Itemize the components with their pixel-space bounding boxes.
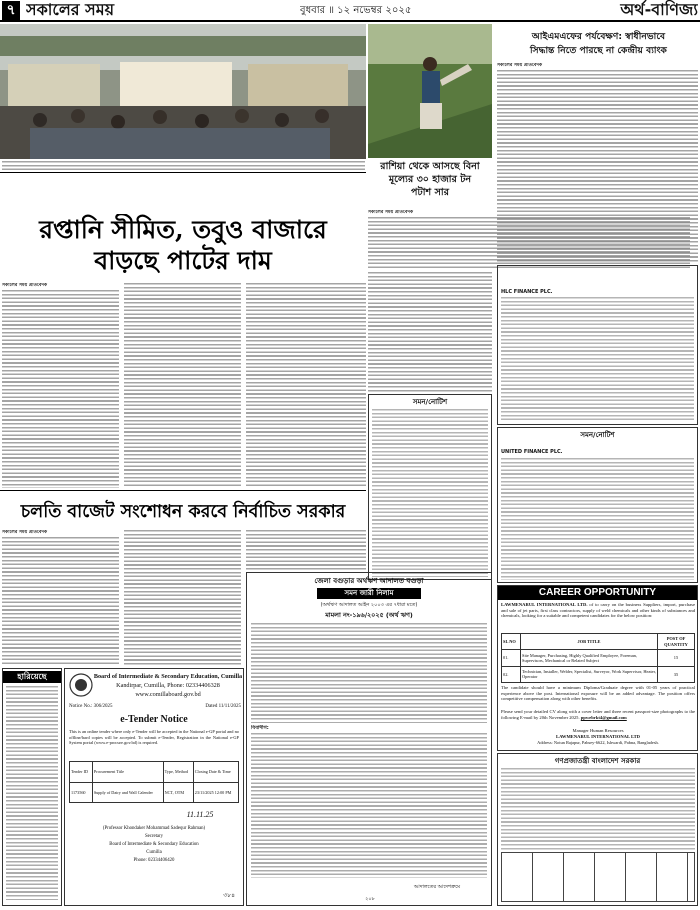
tender-website: www.comillaboard.gov.bd [135,691,201,698]
career-row2-sl: 02. [502,666,521,682]
page-number: ৭ [2,1,20,20]
court-signature: আদালতের আদেশক্রমে [413,884,461,890]
tender-cell-title: Supply of Dairy and Wall Calender [92,782,163,803]
rally-photo-caption [2,161,365,170]
tender-title: e-Tender Notice [120,714,188,725]
tender-body: This is an online tender where only e-Tender will be accepted in the National e-GP portal and no offline/hard copies will be accepted. To submit e-Tender, Registration in the National e-GP System portal (www.e-procure.gov.bd) is required. [69,729,239,746]
budget-body-col1 [2,537,119,665]
court-code: ২০৮ [365,896,375,902]
right-headline-line2: সিদ্ধান্ত নিতে পারছে না কেন্দ্রীয় ব্যাংক [530,45,667,56]
tender-header-closing: Closing Date & Time [193,762,238,783]
notice-ad-3 [497,427,698,583]
career-row2-qty: 35 [658,666,695,682]
govt-notice-body [501,768,695,850]
notice-ad-1 [368,394,492,580]
career-apply-text: Please send your detailed CV along with a cover letter and three recent passport-size photographs to the following E-mail by 20th November 2025. [501,709,695,720]
jute-body-col3 [246,283,366,488]
potash-headline-line1: রাশিয়া থেকে আসছে বিনা [380,161,480,172]
govt-notice-table [501,852,695,902]
notice-1-body [372,409,488,577]
budget-body-col3 [246,530,366,570]
potash-body-cont [368,272,492,392]
career-company: LAWMENARUL INTERNATIONAL LTD. [501,602,588,607]
tender-notice [64,668,244,906]
budget-byline: সকালের সময় প্রতিবেদক [2,530,48,535]
career-email[interactable]: ppwebrkt4@gmail.com [580,714,627,720]
header-rule [0,20,700,22]
budget-top-rule [0,490,366,491]
header-bar [0,0,700,22]
section-title: অর্থ-বাণিজ্য [620,0,698,19]
paper-name: সকালের সময় [26,0,115,19]
career-header-job: JOB TITLE [521,634,658,650]
career-intro-text: of to carry on the business Suppliers, import, purchase and sale of jet parts, first class contractors, supply of weld chemicals and other kinds of substances and chemicals, looking for a suitable and competent candidates for the below position: [501,602,695,619]
career-row1-job: Site Manager, Purchasing, Highly Qualified Employee, Foreman, Supervisors, Mechanical or Related Subject [521,650,658,666]
career-header-qty: POST OF QUANTITY [658,634,695,650]
jute-body-col2 [124,283,241,488]
notice-2-body [501,297,694,422]
tender-signatory-office: Board of Intermediate & Secondary Education [109,842,199,847]
jute-headline-line1: রপ্তানি সীমিত, তবুও বাজারে [39,215,327,244]
court-defendants-label: বিবাদীগ: [251,725,269,731]
potash-byline: সকালের সময় প্রতিবেদক [368,210,414,215]
court-notice-body-2 [251,733,487,878]
notice-3-body [501,458,694,580]
jute-top-rule [0,172,366,173]
career-signoff-company: LAWMENARUL INTERNATIONAL LTD [556,734,640,739]
career-table [501,633,695,683]
budget-body-col2 [124,530,241,665]
rally-photo [0,24,366,159]
career-apply [501,709,695,727]
lost-notice-title: হারিয়েছে [3,671,61,683]
career-header-sl: SL NO [502,634,521,650]
career-row1-sl: 01. [502,650,521,666]
notice-3-title: সমন/নোটিশ [580,431,615,439]
jute-headline-line2: বাড়ছে পাটের দাম [94,246,272,275]
court-notice-subtitle: (অর্থঋণ আদালত আইন ২০০৩ এর ৭ধারা মতে) [320,602,418,608]
budget-headline: চলতি বাজেট সংশোধন করবে নির্বাচিত সরকার [20,502,346,522]
header-date: বুধবার ॥ ১২ নভেম্বর ২০২৫ [300,5,412,16]
company-2-name: UNITED FINANCE PLC. [501,449,563,455]
court-case-number: মামলা নং-১৯৬/২০২৫ (অর্থ ঋণ) [325,611,413,619]
govt-notice [497,753,698,906]
jute-byline: সকালের সময় প্রতিবেদক [2,283,48,288]
career-intro [501,602,695,632]
court-notice [246,572,492,906]
potash-headline [366,160,494,208]
tender-signatory-phone: Phone: 02334406420 [133,858,175,863]
potash-headline-line2: মূল্যের ৩০ হাজার টন [388,174,472,185]
potash-headline-line3: পটাশ সার [411,187,449,198]
jute-headline [0,214,366,278]
right-headline [497,30,700,62]
company-1-name: HLC FINANCE PLC. [501,289,553,295]
career-title: CAREER OPPORTUNITY [498,586,697,600]
tender-signatory-city: Cumilla [146,850,162,855]
lost-notice [2,668,62,906]
lost-notice-body [6,686,58,900]
right-body [497,70,698,263]
court-notice-body-1 [251,623,487,723]
tender-date: Dated 11/11/2025 [205,704,241,709]
tender-signatory: (Professor Khondaker Mohammad Sadequr Rahman) [102,826,206,831]
tender-cell-type: NCT, OTM [163,782,193,803]
court-notice-title: সমন জারী নিলাম [317,588,421,599]
court-name: জেলা বগুড়ার অর্থঋণ আদালত বগুড়া [314,577,424,585]
tender-signatory-title: Secretary [144,834,164,839]
tender-address: Kandirpar, Cumilla, Phone: 02334406328 [116,682,220,689]
tender-header-title: Procurement Title [92,762,163,783]
notice-1-title: সমন/নোটিশ [412,398,448,406]
career-ad [497,585,698,751]
career-row1-qty: 15 [658,650,695,666]
tender-notice-no: Notice No.: 306/2025 [69,704,113,709]
board-logo [69,673,93,697]
career-row2-job: Technician, Installer, Welder, Specialist, Surveyor, Work Supervisor, Heater, Operator [521,666,658,682]
potash-photo [368,24,492,158]
right-headline-line1: আইএমএফের পর্যবেক্ষণ: স্বাধীনভাবে [531,31,666,42]
right-byline: সকালের সময় প্রতিবেদক [497,63,543,68]
tender-table [69,761,239,803]
jute-body-col1 [2,290,119,488]
career-address: Address: Notun Rajapur, Pabsey-6622, Ishwardi, Pabna, Bangladesh. [537,740,659,745]
tender-sign-date: 11.11.25 [186,810,214,819]
tender-board: Board of Intermediate & Secondary Education, Cumilla [93,673,243,680]
career-requirement: The candidate should have a minimum Diploma/Graduate degree with 01-05 years of practical experience above the post. International exposure will be an added advantage. The position offers competitive compensation along with other benefits. [501,685,695,702]
tender-header-id: Tender ID [70,762,93,783]
tender-cell-closing: 23/11/2025 12:00 PM [193,782,238,803]
govt-notice-title: গণপ্রজাতন্ত্রী বাংলাদেশ সরকার [554,757,641,765]
tender-code: ৩৮৪ [223,893,235,899]
notice-ad-2 [497,265,698,425]
tender-header-type: Type, Method [163,762,193,783]
career-signoff: Manager Human Resources [572,728,624,733]
tender-cell-id: 1173560 [70,782,93,803]
